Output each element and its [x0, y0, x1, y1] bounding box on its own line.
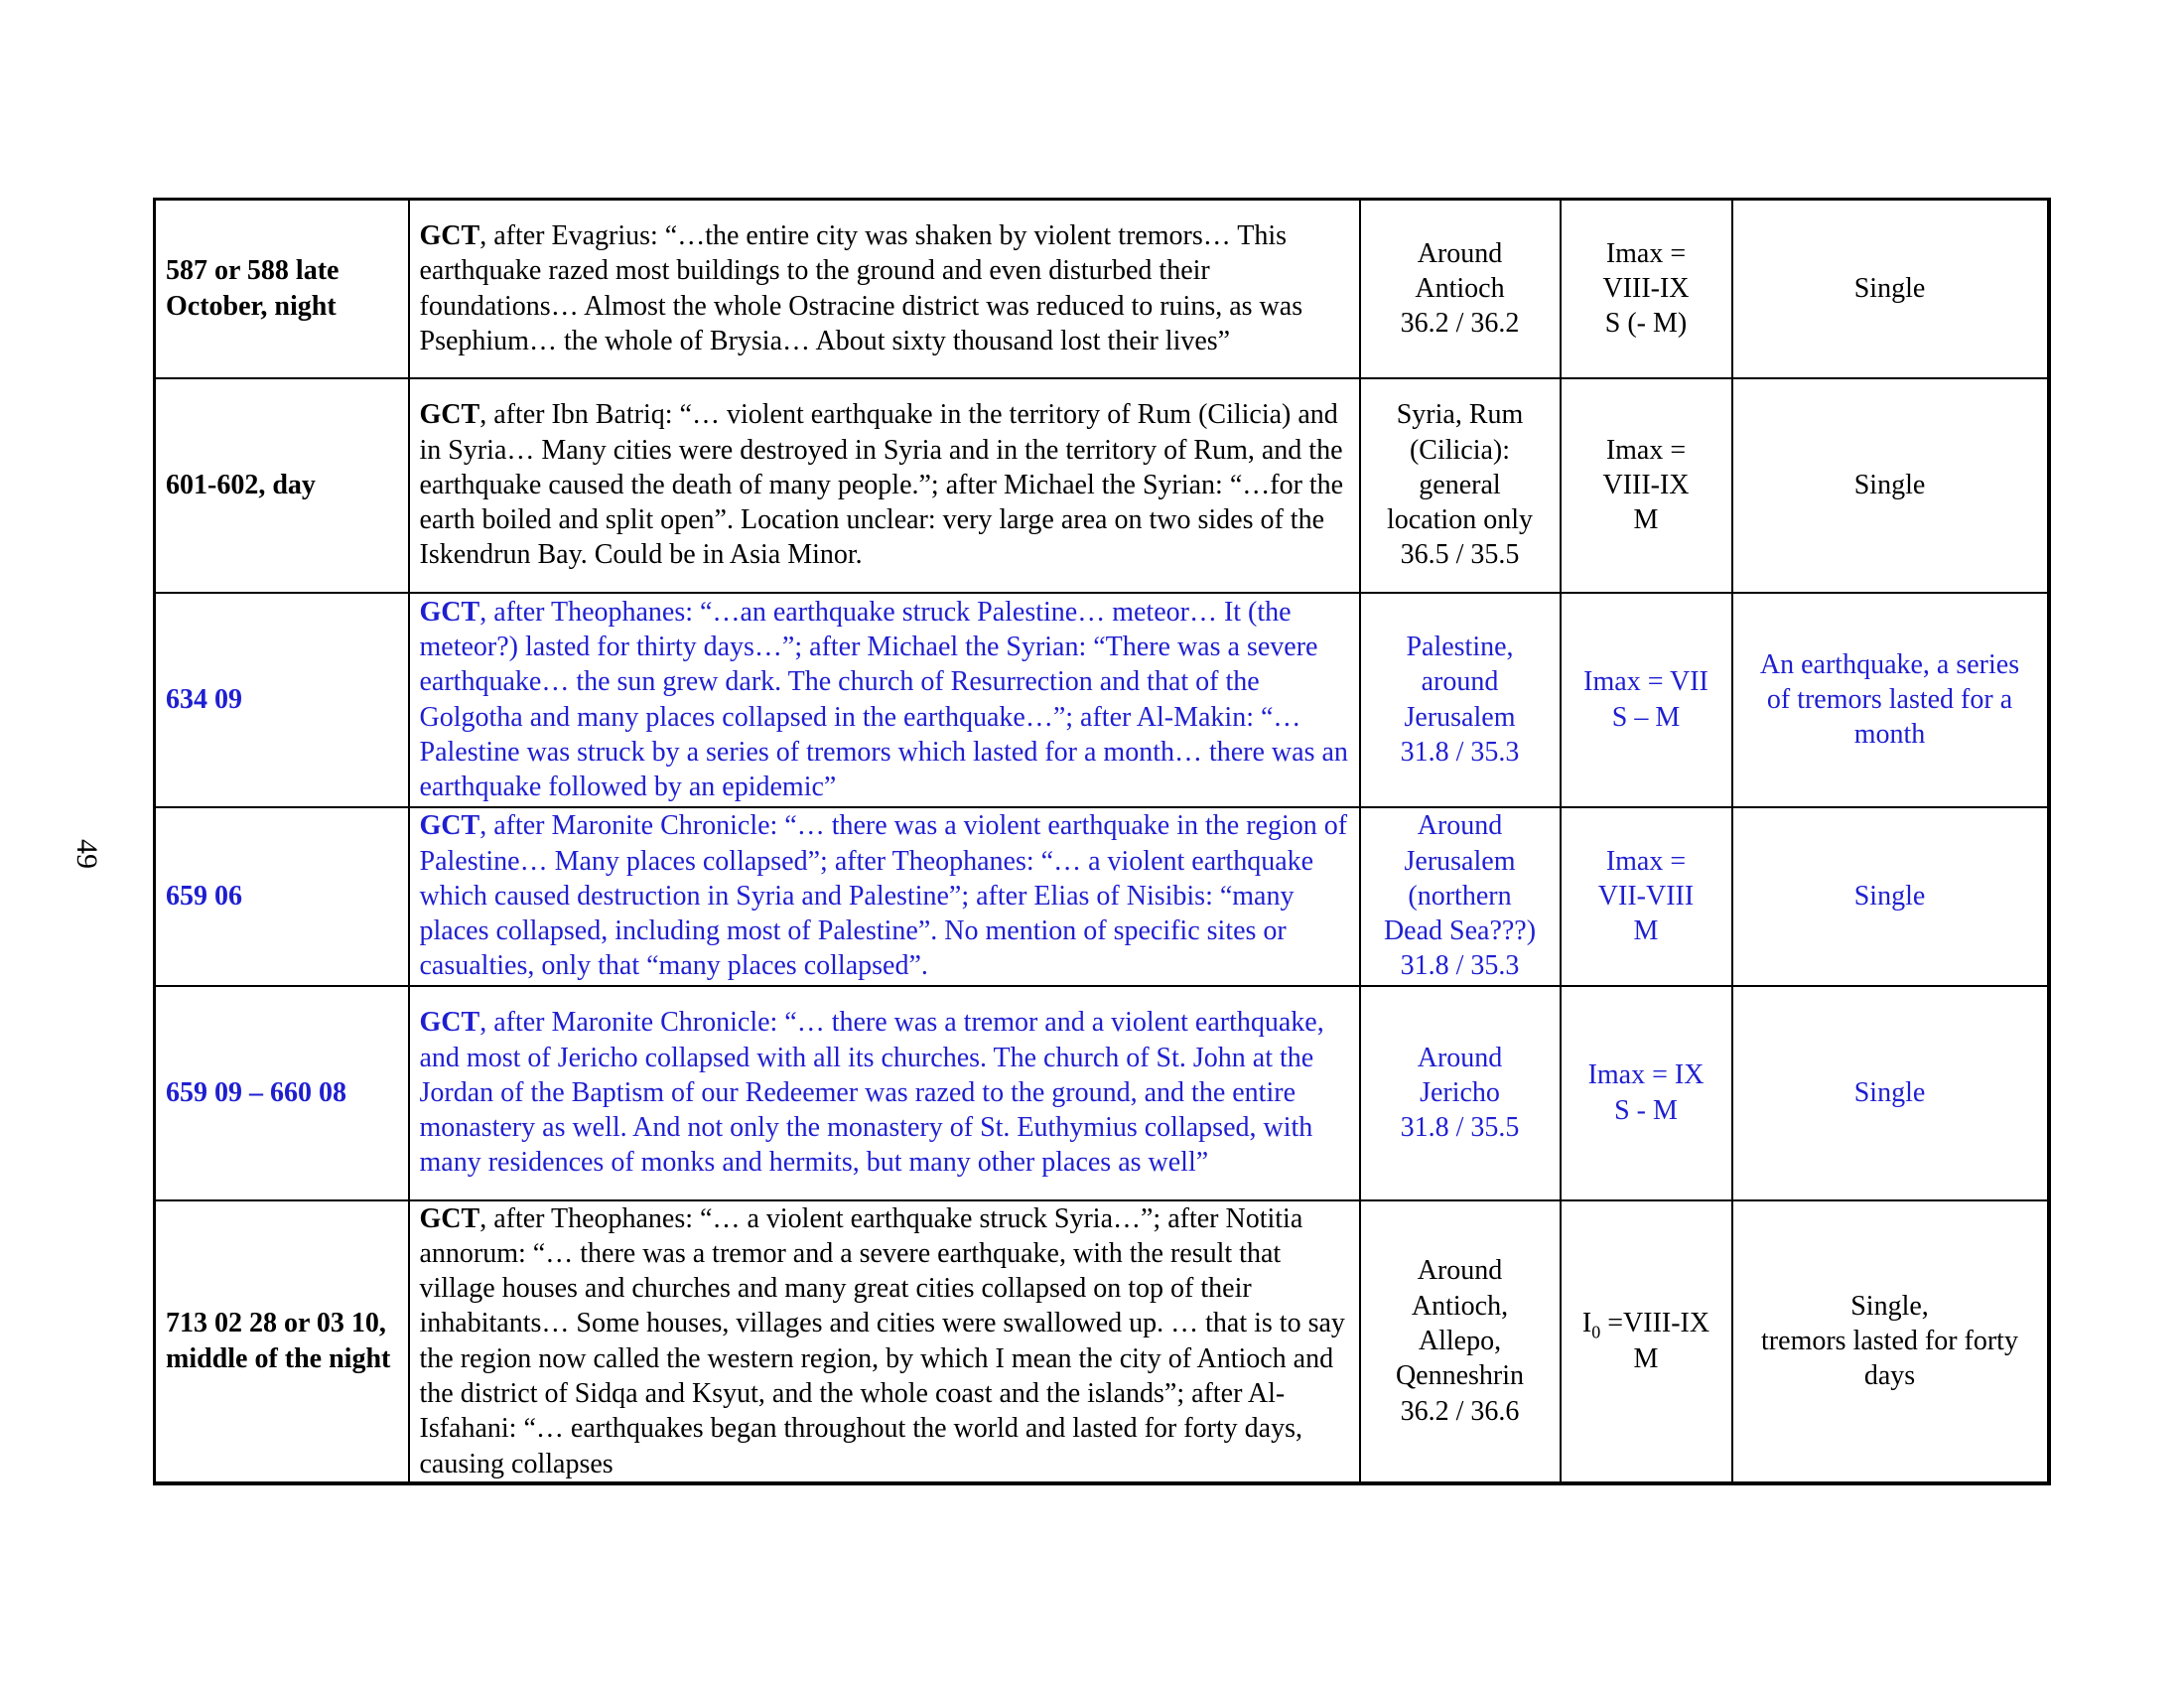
intensity-line: Imax = — [1605, 845, 1687, 877]
intensity-cell — [1561, 593, 1732, 807]
location-cell — [1360, 593, 1561, 807]
date-cell: 601-602, day — [155, 378, 409, 593]
type-line: days — [1863, 1360, 1916, 1392]
intensity-value: =VIII-IX — [1600, 1308, 1710, 1339]
type-line: An earthquake, a series — [1759, 648, 2020, 680]
type-cell — [1732, 807, 2049, 986]
location-line: 36.5 / 35.5 — [1400, 539, 1520, 571]
location-line: Dead Sea???) — [1383, 915, 1537, 947]
type-line: Single, — [1850, 1290, 1929, 1322]
location-line: Antioch — [1415, 273, 1505, 305]
description-cell — [409, 807, 1360, 986]
table-row — [155, 807, 2049, 986]
source-label: GCT — [419, 399, 480, 431]
location-line: 36.2 / 36.2 — [1400, 308, 1520, 340]
location-line: 31.8 / 35.5 — [1400, 1112, 1520, 1144]
location-line: Around — [1417, 810, 1503, 842]
location-line: Around — [1417, 237, 1503, 269]
location-line: 36.2 / 36.6 — [1400, 1395, 1520, 1427]
intensity-line — [1571, 1306, 1721, 1340]
description-cell — [409, 200, 1360, 378]
location-line: around — [1421, 666, 1499, 698]
location-line: Antioch, — [1411, 1290, 1509, 1322]
location-line: general — [1419, 469, 1501, 500]
description-cell — [409, 593, 1360, 807]
type-line: Single — [1853, 1076, 1926, 1108]
location-line: Around — [1417, 1255, 1503, 1287]
location-line: (Cilicia): — [1409, 434, 1511, 466]
location-line: 31.8 / 35.3 — [1400, 736, 1520, 768]
table-row — [155, 986, 2049, 1200]
type-cell — [1732, 1200, 2049, 1483]
type-cell — [1732, 593, 2049, 807]
type-line: Single — [1853, 469, 1926, 500]
intensity-cell — [1561, 200, 1732, 378]
description-text: , after Theophanes: “… a violent earthquake struck Syria…”; after Notitia annorum: “… there was a tremor and a severe earthquake, with the result that village houses and churches and many great cities collapsed on top of their inhabitants… Some houses, villages and cities were swallowed up. … that is to say the region now called the western region, by which I mean the city of Antioch and the district of Sidqa and Ksyut, and the whole coast and the islands”; after Al-Isfahani: “… earthquakes began throughout the world and lasted for forty days, causing collapses — [419, 1202, 1345, 1479]
description-text: , after Theophanes: “…an earthquake struck Palestine… meteor… It (the meteor?) lasted for thirty days…”; after Michael the Syrian: “There was a severe earthquake… the sun grew dark. The church of Resurrection and that of the Golgotha and many places collapsed in the earthquake…”; after Al-Makin: “… Palestine was struck by a series of tremors which lasted for a month… there was an earthquake followed by an epidemic” — [419, 596, 1348, 803]
location-line: Syria, Rum — [1396, 399, 1524, 431]
source-label: GCT — [419, 810, 480, 842]
intensity-line: Imax = VII — [1583, 666, 1708, 698]
location-cell — [1360, 1200, 1561, 1483]
intensity-cell — [1561, 807, 1732, 986]
location-cell — [1360, 986, 1561, 1200]
date-cell: 634 09 — [155, 593, 409, 807]
intensity-line: Imax = IX — [1587, 1059, 1705, 1091]
description-cell — [409, 378, 1360, 593]
source-label: GCT — [419, 1202, 480, 1234]
location-line: Jerusalem — [1404, 845, 1516, 877]
intensity-line: S – M — [1611, 701, 1681, 733]
location-cell — [1360, 200, 1561, 378]
location-line: Jerusalem — [1404, 701, 1516, 733]
intensity-line: S (- M) — [1604, 308, 1688, 340]
intensity-cell — [1561, 378, 1732, 593]
source-label: GCT — [419, 596, 480, 628]
date-cell: 659 09 – 660 08 — [155, 986, 409, 1200]
location-line: location only — [1387, 504, 1533, 536]
earthquake-catalog-table — [153, 198, 2051, 1485]
location-line: Allepo, — [1418, 1326, 1502, 1357]
type-cell — [1732, 378, 2049, 593]
type-line: tremors lasted for forty — [1761, 1326, 2018, 1357]
location-line: Jericho — [1420, 1076, 1500, 1108]
location-cell — [1360, 378, 1561, 593]
type-line: of tremors lasted for a — [1766, 683, 2013, 715]
date-cell: 659 06 — [155, 807, 409, 986]
table-row — [155, 1200, 2049, 1483]
type-cell — [1732, 986, 2049, 1200]
intensity-line: Imax = — [1605, 434, 1687, 466]
location-cell — [1360, 807, 1561, 986]
description-cell — [409, 1200, 1360, 1483]
intensity-line: M — [1633, 1342, 1659, 1374]
intensity-line: Imax = — [1605, 237, 1687, 269]
description-text: , after Maronite Chronicle: “… there was a tremor and a violent earthquake, and most of Jericho collapsed with all its churches. The church of St. John at the Jordan of the Baptism of our Redeemer was razed to the ground, and the entire monastery as well. And not only the monastery of St. Euthymius collapsed, with many residences of monks and hermits, but many other places as well” — [419, 1007, 1324, 1179]
type-line: Single — [1853, 880, 1926, 912]
description-cell — [409, 986, 1360, 1200]
intensity-line: VIII-IX — [1602, 469, 1690, 500]
intensity-cell — [1561, 1200, 1732, 1483]
location-line: 31.8 / 35.3 — [1400, 950, 1520, 982]
source-label: GCT — [419, 220, 480, 252]
intensity-line: VIII-IX — [1602, 273, 1690, 305]
type-cell — [1732, 200, 2049, 378]
location-line: Palestine, — [1406, 631, 1514, 662]
date-cell: 713 02 28 or 03 10, middle of the night — [155, 1200, 409, 1483]
intensity-line: M — [1633, 915, 1659, 947]
intensity-line: M — [1633, 504, 1659, 536]
intensity-subscript: 0 — [1591, 1322, 1601, 1342]
description-text: , after Maronite Chronicle: “… there was a violent earthquake in the region of Palestine… Many places collapsed”; after Theophanes: “… a violent earthquake which caused destruction in Syria and Palestine”; after Elias of Nisibis: “many places collapsed, including most of Palestine”. No mention of specific sites or casualties, only that “many places collapsed”. — [419, 810, 1348, 982]
table-row — [155, 593, 2049, 807]
table-row — [155, 200, 2049, 378]
location-line: (northern — [1408, 880, 1512, 912]
intensity-cell — [1561, 986, 1732, 1200]
description-text: , after Evagrius: “…the entire city was shaken by violent tremors… This earthquake razed most buildings to the ground and even disturbed their foundations… Almost the whole Ostracine district was reduced to ruins, as was Psephium… the whole of Brysia… About sixty thousand lost their lives” — [419, 220, 1303, 357]
location-line: Qenneshrin — [1395, 1360, 1525, 1392]
source-label: GCT — [419, 1007, 480, 1039]
location-line: Around — [1417, 1042, 1503, 1073]
type-line: month — [1853, 719, 1926, 751]
type-line: Single — [1853, 273, 1926, 305]
intensity-line: VII-VIII — [1597, 880, 1695, 912]
table-row — [155, 378, 2049, 593]
intensity-symbol: I — [1581, 1308, 1592, 1339]
date-cell: 587 or 588 late October, night — [155, 200, 409, 378]
page-number: 49 — [70, 839, 103, 869]
intensity-line: S - M — [1614, 1094, 1678, 1126]
description-text: , after Ibn Batriq: “… violent earthquake in the territory of Rum (Cilicia) and in Syria… Many cities were destroyed in Syria and in the territory of Rum, and the earthquake caused the death of many people.”; after Michael the Syrian: “…for the earth boiled and split open”. Location unclear: very large area on two sides of the Iskendrun Bay. Could be in Asia Minor. — [419, 399, 1344, 571]
